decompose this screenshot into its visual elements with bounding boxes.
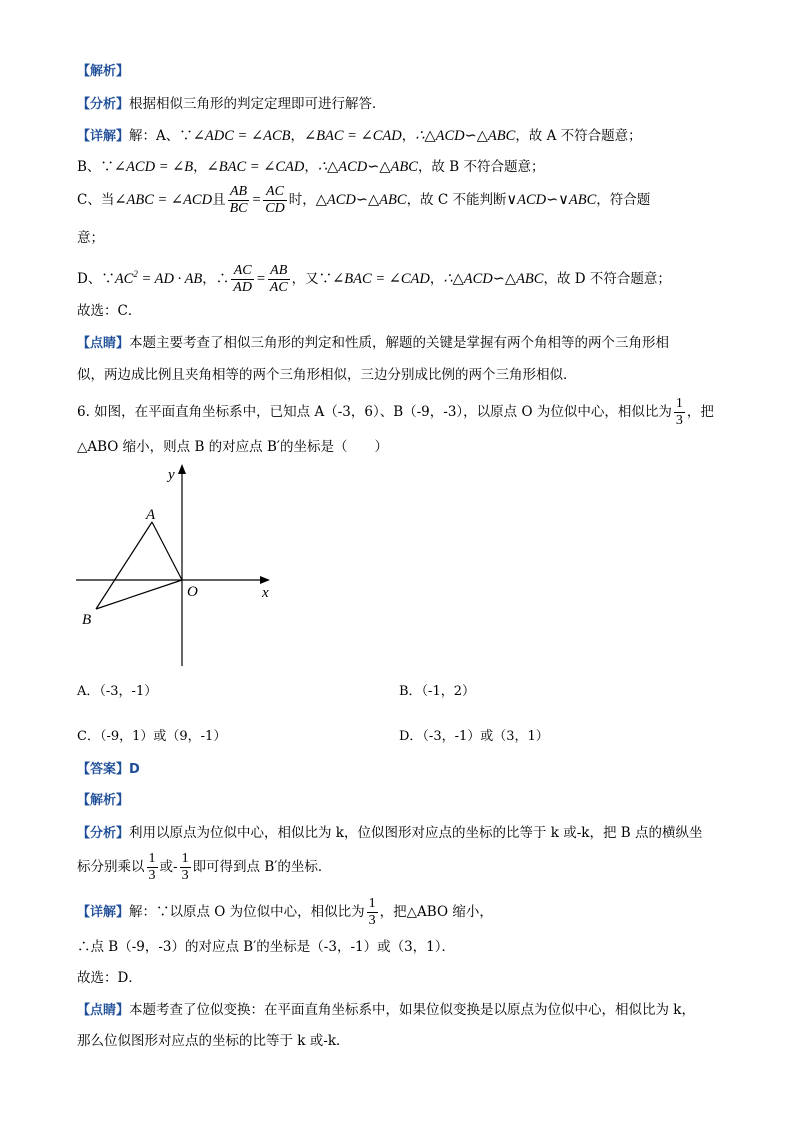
detail-b-lead: B、∵: [77, 159, 114, 175]
analysis-text: 或-: [159, 859, 178, 875]
stem-text: 6. 如图，在平面直角坐标系中，已知点 A（-3，6）、B（-9，-3），以原点 O 为位似中心，相似比为: [77, 404, 672, 420]
conclusion: ∨ACD∽∨ABC: [506, 192, 597, 208]
q6-comment-1: [77, 1000, 695, 1021]
detail-d-end: ，故 D 不符合题意；: [543, 270, 671, 287]
analysis-text: 标分别乘以: [77, 859, 145, 875]
option-b[interactable]: B．（-1，2）: [399, 684, 475, 699]
comment-text: 本题考查了位似变换：在平面直角坐标系中，如果位似变换是以原点为位似中心，相似比为 k，: [129, 1002, 695, 1018]
analysis-text: 利用以原点为位似中心，相似比为 k，位似图形对应点的坐标的比等于 k 或-k，把 B 点的横纵坐: [129, 825, 703, 841]
frac-den: 3: [368, 913, 376, 928]
detail-tag: 【详解】: [77, 129, 130, 144]
detail-c-time: 时，: [288, 192, 316, 208]
condition: ∠BAC = ∠CAD: [304, 128, 402, 144]
q6-analysis-1: [77, 823, 703, 844]
detail-text: 解：∵以原点 O 为位似中心，相似比为: [129, 904, 365, 920]
q6-choose: 故选：D．: [77, 970, 142, 986]
comment-text: 本题主要考查了相似三角形的判定和性质，解题的关键是掌握有两个角相等的两个三角形相: [129, 335, 670, 351]
frac-num: AB: [228, 184, 250, 201]
x-label: x: [262, 585, 269, 601]
conclusion: △ACD∽△ABC: [315, 192, 407, 208]
conclusion: ∴△ACD∽△ABC: [415, 128, 516, 144]
conclusion: ∴△ACD∽△ABC: [317, 159, 418, 175]
frac-num: AC: [231, 263, 254, 280]
q5-detail-d: D、$\because AC^2$ = AD · AB，∴ $\frac{AC}{AD}$ = $\frac{AB}{AC}$ ，又∵∠BAC = ∠CAD，∴△ACD∽△ABC，故 D 不符合题意；: [77, 262, 671, 295]
q5-detail-a: 【详解】解：A、∵∠ADC = ∠ACB，∠BAC = ∠CAD，∴△ACD∽△ABC，故 A 不符合题意；: [77, 128, 642, 144]
condition: [115, 271, 202, 287]
frac-den: 3: [675, 413, 683, 428]
origin-label: O: [187, 584, 198, 600]
detail-tag: 【详解】: [77, 905, 130, 920]
condition: ∠BAC = ∠CAD: [332, 270, 430, 287]
fraction: [268, 263, 290, 296]
detail-d-so: ，∴: [202, 270, 230, 287]
q5-comment-1: [77, 333, 669, 354]
fraction: [147, 851, 158, 884]
analysis-text: 即可得到点 B′的坐标．: [192, 859, 332, 875]
analysis-heading: 【解析】: [77, 64, 130, 79]
frac-den: 3: [181, 868, 189, 883]
x-arrow: [260, 576, 270, 584]
fraction: [367, 896, 378, 929]
detail-a-lead: 解：A、∵: [129, 128, 193, 144]
stem-end: ，把: [686, 404, 714, 420]
q6-stem-2: △ABO 缩小，则点 B 的对应点 B′的坐标是（ ）: [77, 439, 388, 455]
segment-bo: [96, 580, 182, 609]
frac-den: AC: [269, 279, 288, 295]
conj: 且: [212, 192, 226, 208]
analysis-heading: 【解析】: [77, 793, 130, 808]
comment-tag: 【点睛】: [77, 1003, 130, 1018]
coordinate-figure: [70, 462, 280, 674]
option-c[interactable]: C．（-9，1）或（9，-1）: [77, 729, 227, 744]
frac-den: AD: [233, 279, 252, 295]
point-b-label: B: [82, 612, 92, 628]
frac-num: AB: [268, 263, 290, 280]
term: = AD · AB: [137, 270, 203, 287]
fraction: [674, 396, 685, 429]
fraction: [263, 184, 286, 217]
frac-num: 1: [675, 396, 683, 411]
q6-detail-1: [77, 894, 493, 931]
frac-den: 3: [148, 868, 156, 883]
y-arrow: [178, 464, 186, 474]
exponent: 2: [133, 269, 138, 279]
analysis-text: 根据相似三角形的判定定理即可进行解答．: [129, 96, 386, 112]
frac-num: 1: [181, 851, 189, 866]
frac-num: AC: [263, 184, 286, 201]
q6-analysis-2: [77, 849, 331, 885]
frac-num: 1: [368, 896, 376, 911]
detail-d-lead: D、∵: [77, 270, 115, 287]
option-d[interactable]: D．（-3，-1）或（3，1）: [399, 729, 549, 744]
answer-label: 【答案】D: [77, 762, 140, 777]
y-label: y: [168, 467, 175, 483]
detail-c-end: ，符合题: [596, 192, 651, 208]
q5-detail-b: B、∵∠ACD = ∠B，∠BAC = ∠CAD，∴△ACD∽△ABC，故 B 不符合题意；: [77, 159, 545, 175]
condition: ∠ABC = ∠ACD: [114, 192, 213, 208]
condition: ∠BAC = ∠CAD: [206, 159, 305, 175]
q5-detail-c-cont: 意；: [77, 230, 104, 246]
q6-comment-2: 那么位似图形对应点的坐标的比等于 k 或-k．: [77, 1033, 350, 1049]
q5-analysis: [77, 94, 386, 115]
option-a[interactable]: A．（-3，-1）: [77, 684, 158, 699]
detail-c-lead: C、当: [77, 192, 115, 208]
q5-detail-c: C、当∠ABC = ∠ACD且 $\frac{AB}{BC}$ = $\frac{AC}{CD}$ 时，△ACD∽△ABC，故 C 不能判断∨ACD∽∨ABC，符合题: [77, 184, 651, 216]
q5-choose: 故选：C．: [77, 303, 142, 319]
fraction: [180, 851, 191, 884]
frac-den: CD: [265, 201, 285, 216]
detail-d-mid: ，又∵: [291, 270, 333, 287]
comment-tag: 【点睛】: [77, 336, 130, 351]
fraction: [231, 263, 254, 296]
point-a-label: A: [146, 507, 156, 523]
condition: ∠ADC = ∠ACB: [192, 128, 291, 144]
term: AC: [114, 270, 134, 287]
analysis-tag: 【分析】: [77, 97, 130, 112]
frac-den: BC: [229, 201, 248, 216]
condition: ∠ACD = ∠B: [113, 159, 194, 175]
q5-comment-2: 似，两边成比例且夹角相等的两个三角形相似，三边分别成比例的两个三角形相似．: [77, 367, 577, 383]
detail-b-end: ，故 B 不符合题意；: [417, 159, 545, 175]
detail-c-mid: ，故 C 不能判断: [406, 192, 507, 208]
analysis-tag: 【分析】: [77, 826, 130, 841]
frac-num: 1: [148, 851, 156, 866]
detail-a-end: ，故 A 不符合题意；: [515, 128, 642, 144]
q6-detail-2: ∴点 B（-9，-3）的对应点 B′的坐标是（-3，-1）或（3，1）．: [77, 939, 456, 955]
segment-ab: [96, 522, 152, 609]
q6-stem-1: [77, 394, 714, 430]
detail-text: ，把△ABO 缩小，: [379, 904, 493, 920]
conclusion: ∴△ACD∽△ABC: [443, 270, 544, 287]
segment-ao: [152, 522, 182, 580]
fraction: [228, 184, 250, 217]
